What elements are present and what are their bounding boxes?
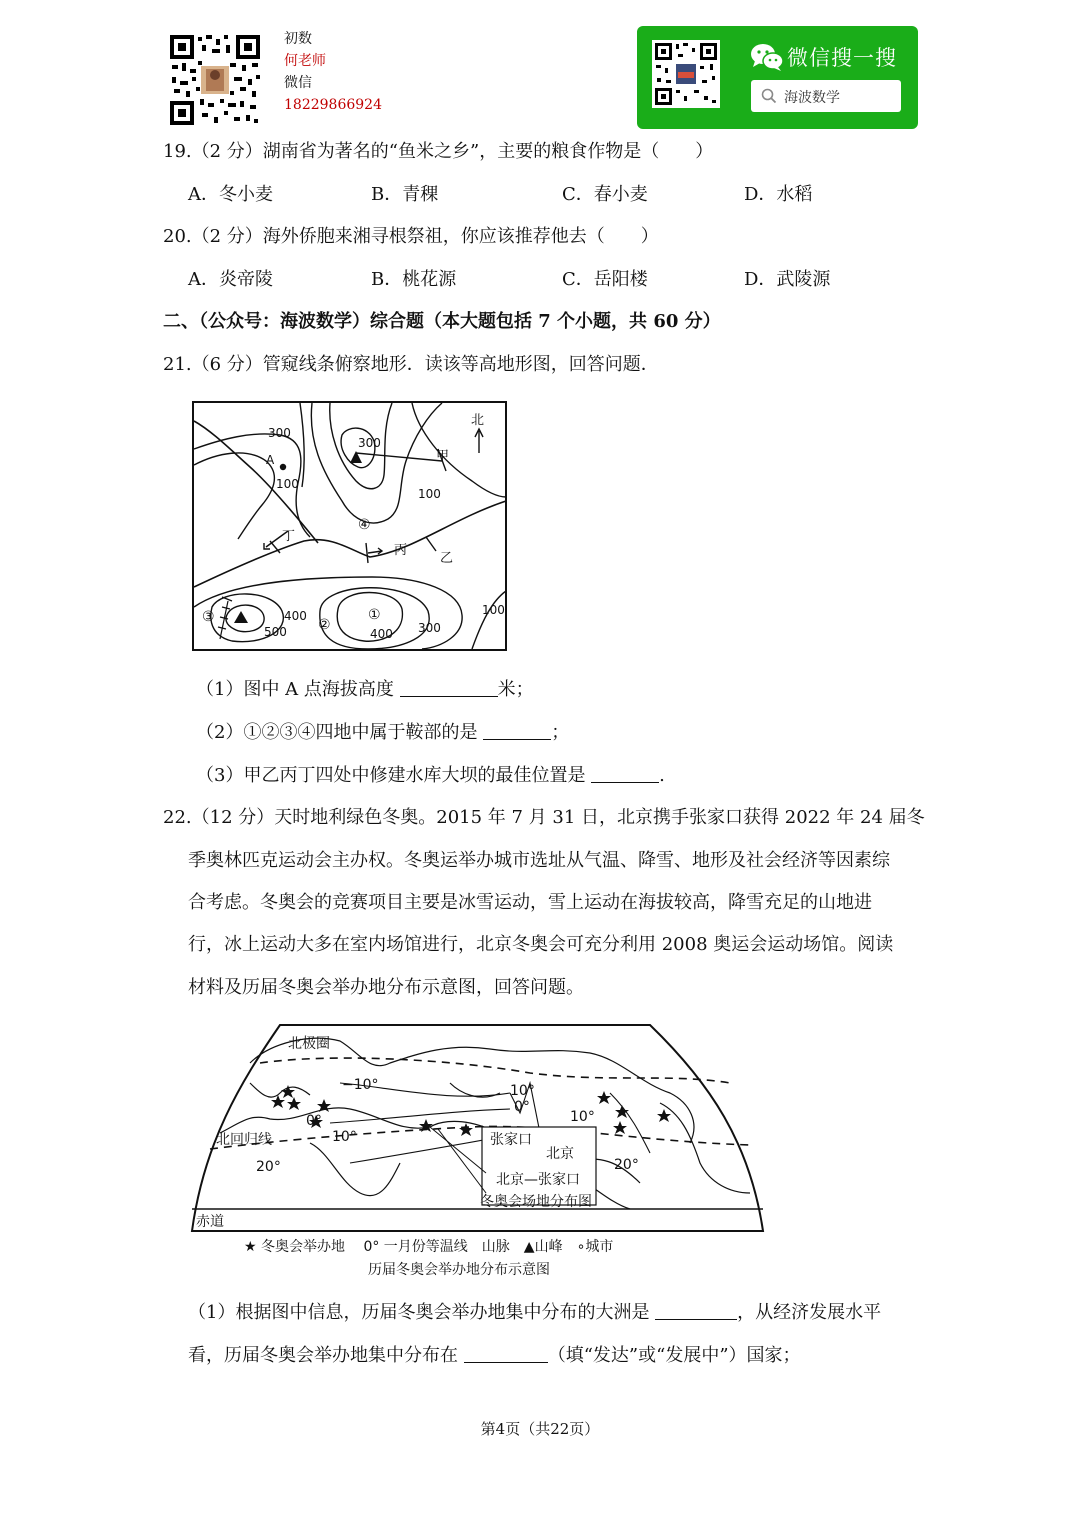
- map-label-equator: 赤道: [196, 1214, 224, 1230]
- q22-sub1-line1: [188, 1300, 881, 1326]
- q21-stem: 21.（6 分）管窥线条俯察地形．读该等高地形图，回答问题．: [163, 354, 659, 375]
- map-label-100c: 100: [482, 603, 505, 617]
- q21-sub3: [196, 763, 665, 789]
- contact-teacher: 何老师: [284, 53, 326, 69]
- q21-sub1-text: （1）图中 A 点海拔高度: [196, 679, 400, 700]
- map-label-ding: 丁: [282, 529, 296, 544]
- map-label-bing: 丙: [394, 543, 408, 558]
- map-label-circle1: ①: [368, 607, 381, 623]
- map-label-t0b: 0°: [306, 1113, 322, 1129]
- map-label-t20a: 20°: [256, 1159, 281, 1175]
- map-label-tropic: 北回归线: [216, 1132, 272, 1148]
- q21-sub2-end: ；: [551, 722, 570, 743]
- map-label-t10b: 10°: [570, 1109, 595, 1125]
- olympics-map-legend: ★ 冬奥会举办地 0° 一月份等温线 山脉 ▲山峰 ∘城市: [244, 1239, 614, 1255]
- map-label-circle3: ③: [202, 609, 215, 625]
- q20-option-d: D．武陵源: [744, 269, 831, 290]
- wechat-search-title: 微信搜一搜: [787, 46, 897, 70]
- q22-sub1-blank1[interactable]: [655, 1300, 737, 1320]
- q20-option-b: B．桃花源: [371, 269, 457, 290]
- map-label-t10c: 10°: [332, 1129, 357, 1145]
- map-label-300b: 300: [358, 436, 381, 450]
- qr-code-teacher: [168, 33, 262, 127]
- map-label-zjk: 张家口: [490, 1132, 532, 1148]
- contact-line1: 初数: [284, 31, 312, 47]
- q21-sub2-text: （2）①②③④四地中属于鞍部的是: [196, 722, 484, 743]
- q22-line5: 材料及历届冬奥会举办地分布示意图，回答问题。: [188, 977, 584, 998]
- q19-option-d: D．水稻: [744, 184, 813, 205]
- q21-sub2-blank[interactable]: [483, 720, 551, 740]
- q19-stem: 19.（2 分）湖南省为著名的“鱼米之乡”，主要的粮食作物是（ ）: [163, 141, 714, 162]
- q22-line4: 行，冰上运动大多在室内场馆进行，北京冬奥会可充分利用 2008 奥运会运动场馆。阅读: [188, 934, 894, 955]
- map-label-inset-caption: 冬奥会场地分布图: [480, 1194, 592, 1210]
- map-label-bj: 北京: [546, 1146, 574, 1162]
- map-label-500: 500: [264, 625, 287, 639]
- map-label-north: 北: [471, 413, 485, 428]
- q20-stem: 20.（2 分）海外侨胞来湘寻根祭祖，你应该推荐他去（ ）: [163, 226, 659, 247]
- q21-sub1-unit: 米；: [497, 679, 534, 700]
- map-label-point-a: A: [266, 453, 275, 467]
- contact-phone: 18229866924: [284, 97, 382, 113]
- q22-sub1-line2: [188, 1343, 801, 1369]
- olympics-map: [190, 1023, 765, 1235]
- q19-option-c: C．春小麦: [562, 184, 648, 205]
- q22-line2: 季奥林匹克运动会主办权。冬奥运举办城市选址从气温、降雪、地形及社会经济等因素综: [188, 850, 890, 871]
- contact-wechat-label: 微信: [284, 75, 312, 91]
- map-label-arctic: 北极圈: [288, 1036, 330, 1052]
- map-label-circle4: ④: [358, 517, 371, 533]
- q22-sub1-text-b: ，从经济发展水平: [737, 1302, 882, 1323]
- q22-sub1-blank2[interactable]: [464, 1343, 548, 1363]
- q21-sub3-blank[interactable]: [591, 763, 659, 783]
- contact-info: [284, 28, 382, 116]
- wechat-logo-icon: [750, 42, 784, 72]
- map-label-circle2: ②: [318, 617, 331, 633]
- contour-map: [192, 401, 507, 651]
- q21-sub1-blank[interactable]: [400, 677, 498, 697]
- map-label-bjzjk: 北京—张家口: [496, 1172, 580, 1188]
- olympics-map-title: 历届冬奥会举办地分布示意图: [368, 1262, 550, 1278]
- map-label-400b: 400: [370, 627, 393, 641]
- q22-line1: 22.（12 分）天时地利绿色冬奥。2015 年 7 月 31 日，北京携手张家口获得 2022 年 24 届冬: [163, 807, 925, 828]
- q22-sub1-text-c: 看，历届冬奥会举办地集中分布在: [188, 1345, 464, 1366]
- map-label-yi: 乙: [440, 551, 454, 566]
- q21-sub2: [196, 720, 569, 746]
- map-label-400a: 400: [284, 609, 307, 623]
- qr-code-wechat: [652, 40, 720, 108]
- q20-option-a: A．炎帝陵: [188, 269, 273, 290]
- map-label-jia: 甲: [436, 449, 450, 464]
- page-number: 第4页（共22页）: [480, 1420, 600, 1438]
- map-label-t10a: 10°: [510, 1083, 535, 1099]
- q21-sub3-end: .: [659, 765, 665, 786]
- q21-sub3-text: （3）甲乙丙丁四处中修建水库大坝的最佳位置是: [196, 765, 592, 786]
- q20-option-c: C．岳阳楼: [562, 269, 648, 290]
- q19-option-a: A．冬小麦: [188, 184, 273, 205]
- map-label-m10: −10°: [342, 1077, 379, 1093]
- map-label-t0a: 0°: [514, 1099, 530, 1115]
- q19-option-b: B．青稞: [371, 184, 439, 205]
- section2-title: 二、（公众号：海波数学）综合题（本大题包括 7 个小题，共 60 分）: [163, 311, 721, 332]
- map-label-300c: 300: [418, 621, 441, 635]
- map-label-t20b: 20°: [614, 1157, 639, 1173]
- wechat-search-query: 海波数学: [784, 90, 840, 106]
- map-label-100a: 100: [276, 477, 299, 491]
- q22-sub1-text-a: （1）根据图中信息，历届冬奥会举办地集中分布的大洲是: [188, 1302, 656, 1323]
- map-label-300a: 300: [268, 426, 291, 440]
- q22-line3: 合考虑。冬奥会的竞赛项目主要是冰雪运动，雪上运动在海拔较高，降雪充足的山地进: [188, 892, 872, 913]
- search-icon: [761, 88, 777, 104]
- q22-sub1-text-d: （填“发达”或“发展中”）国家；: [547, 1345, 801, 1366]
- map-label-100b: 100: [418, 487, 441, 501]
- q21-sub1: [196, 677, 534, 703]
